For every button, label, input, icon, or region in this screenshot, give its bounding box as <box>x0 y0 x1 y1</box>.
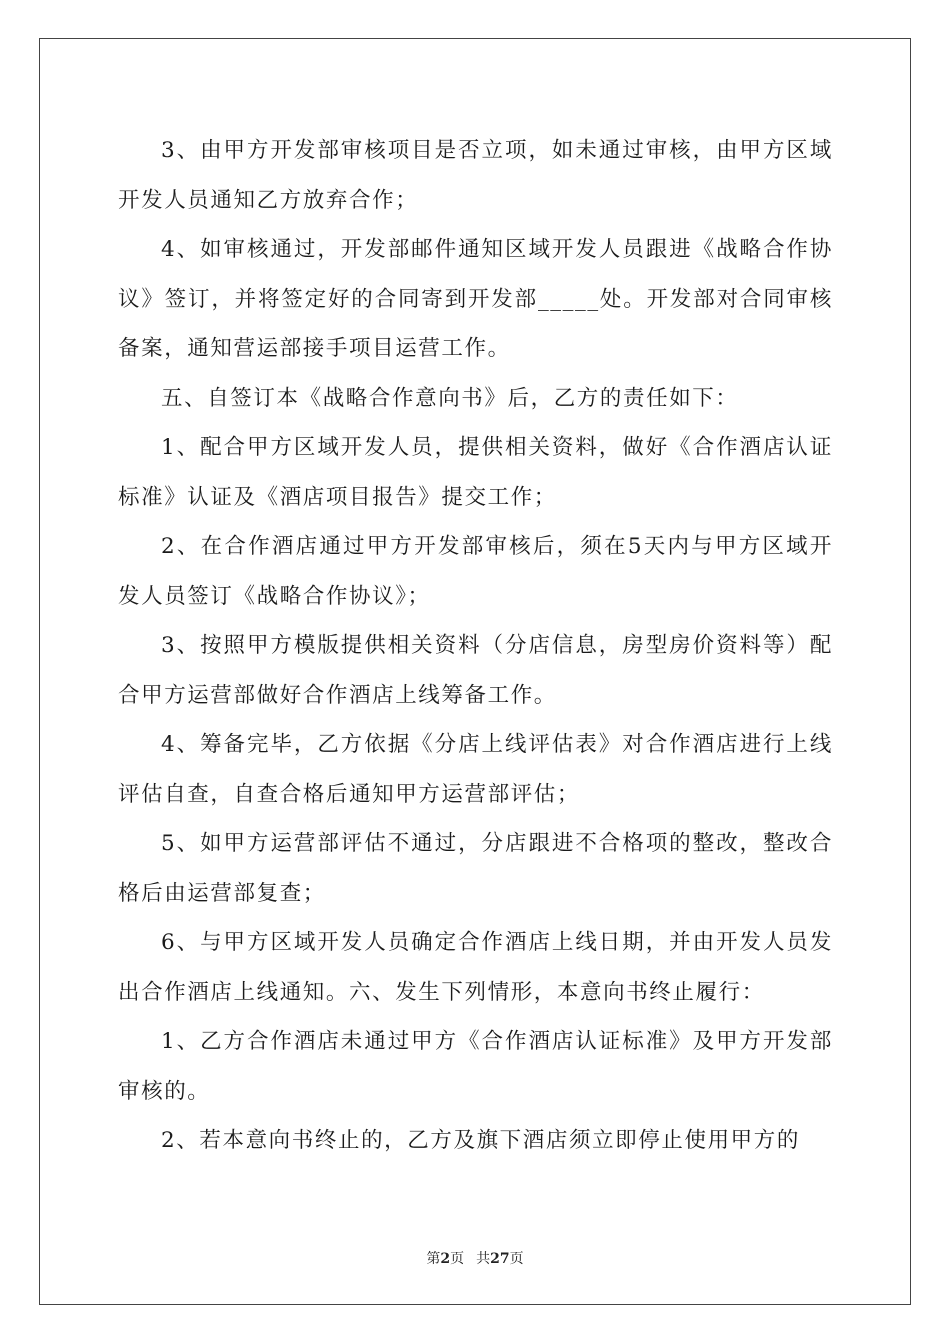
footer-page-prefix: 第 <box>426 1251 441 1267</box>
paragraph-5: 2、在合作酒店通过甲方开发部审核后，须在5天内与甲方区域开发人员签订《战略合作协议》； <box>118 534 833 609</box>
document-body <box>118 126 833 1166</box>
paragraph-7: 4、筹备完毕，乙方依据《分店上线评估表》对合作酒店进行上线评估自查，自查合格后通知甲方运营部评估； <box>118 732 833 807</box>
footer-page-unit: 页 <box>450 1251 465 1267</box>
paragraph-11: 2、若本意向书终止的，乙方及旗下酒店须立即停止使用甲方的 <box>161 1128 800 1153</box>
footer-total-prefix: 共 <box>476 1251 491 1267</box>
paragraph-8: 5、如甲方运营部评估不通过，分店跟进不合格项的整改，整改合格后由运营部复查； <box>118 831 833 906</box>
footer-page-total: 27 <box>490 1251 510 1267</box>
paragraph-1: 3、由甲方开发部审核项目是否立项，如未通过审核，由甲方区域开发人员通知乙方放弃合作； <box>118 138 833 213</box>
paragraph-3: 五、自签订本《战略合作意向书》后，乙方的责任如下： <box>161 385 739 411</box>
paragraph-10: 1、乙方合作酒店未通过甲方《合作酒店认证标准》及甲方开发部审核的。 <box>118 1029 833 1104</box>
footer-total-unit: 页 <box>509 1251 524 1267</box>
paragraph-9: 6、与甲方区域开发人员确定合作酒店上线日期，并由开发人员发出合作酒店上线通知。六、发生下列情形，本意向书终止履行： <box>118 930 833 1005</box>
page-footer <box>0 1248 950 1268</box>
paragraph-2: 4、如审核通过，开发部邮件通知区域开发人员跟进《战略合作协议》签订，并将签定好的合同寄到开发部_____处。开发部对合同审核备案，通知营运部接手项目运营工作。 <box>118 237 833 361</box>
footer-page-current: 2 <box>440 1251 451 1267</box>
paragraph-6: 3、按照甲方模版提供相关资料（分店信息，房型房价资料等）配合甲方运营部做好合作酒店上线筹备工作。 <box>118 633 833 708</box>
paragraph-4: 1、配合甲方区域开发人员，提供相关资料，做好《合作酒店认证标准》认证及《酒店项目报告》提交工作； <box>118 435 833 510</box>
